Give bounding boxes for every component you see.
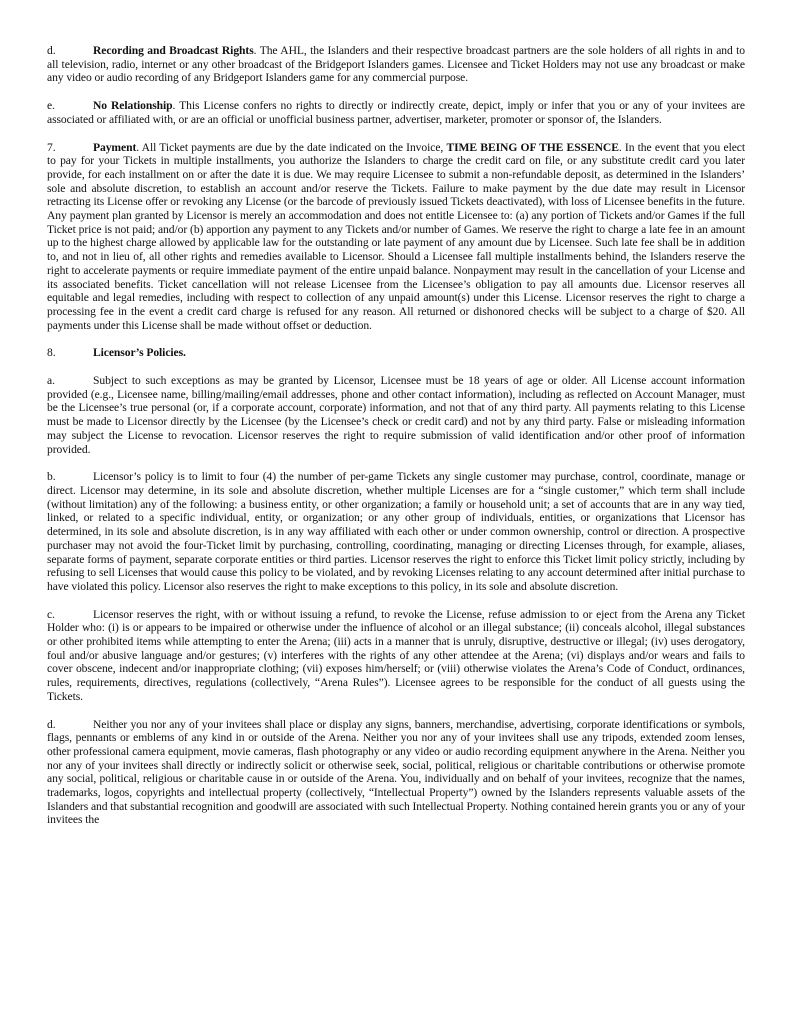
section-8-licensor-policies xyxy=(47,346,745,360)
section-7-payment xyxy=(47,141,745,333)
section-text: . In the event that you elect to pay for your Tickets in multiple installments, you authorize the Islanders to charge the credit card on file, or any substitute credit card you later provide, for each installment on or after the date it is due. We may require Licensee to submit a non-refundable deposit, as determined in the Islanders’ sole and absolute discretion, to establish an account and/or reserve the Tickets. Failure to make payment by the due date may result in Licensor retracting its License offer or revoking any License (or the barcode of previously issued Tickets deactivated), with loss of Licensee benefits in the future. Any payment plan granted by Licensor is merely an accommodation and does not entitle Licensee to: (a) any portion of Tickets and/or Games if the full Ticket price is not paid; and/or (b) apportion any payment to any Tickets and/or number of Games. We reserve the right to charge a late fee in an amount up to the highest charge allowed by applicable law for the outstanding or late payment of any amount due by Licensee. Such late fee shall be in addition to, and not in lieu of, all other rights and remedies available to Licensor. Should a Licensee fall multiple installments behind, the Islanders reserve the right to accelerate payments or require immediate payment of the entire unpaid balance. Nonpayment may result in the cancellation of your License and its associated benefits. Ticket cancellation will not release Licensee from the Licensee’s obligation to pay all amounts due. Licensor reserves all equitable and legal remedies, including with respect to collection of any unpaid amount(s) under this License. Licensor reserves the right to charge a processing fee in the event a credit card charge is refused for any reason. All returned or dishonored checks will be subject to a charge of $20. All payments under this License shall be made without offset or deduction. xyxy=(47,140,745,332)
section-heading: No Relationship xyxy=(93,99,173,113)
section-label: 8. xyxy=(47,346,56,360)
section-text: Licensor’s policy is to limit to four (4) the number of per-game Tickets any single customer may purchase, control, coordinate, manage or direct. Licensor may determine, in its sole and absolute discretion, whether multiple Licenses are for a “single customer,” which term shall include (without limitation) any of the following: a business entity, or other organization; a family or household unit; a set of accounts that are in any way tied, linked, or related to a specific individual, entity, or organization; or any other group of individuals, entities, or organizations that Licensor has determined, in its sole and absolute discretion, is in any way affiliated with each other or under common ownership, control or direction. A prospective purchaser may not avoid the four-Ticket limit by purchasing, controlling, coordinating, managing or directing Licenses through, for example, aliases, separate forms of payment, separate corporate entities or third parties. Licensor reserves the right to enforce this Ticket limit policy strictly, including by refusing to sell Licenses that would cause this policy to be violated, and by revoking Licenses relating to any account determined after initial purchase to have violated this policy. Licensor also reserves the right to make exceptions to this policy, in its sole and absolute discretion. xyxy=(47,470,745,593)
section-label: c. xyxy=(47,607,55,621)
section-8a-age-and-info xyxy=(47,374,745,456)
section-text: Subject to such exceptions as may be granted by Licensor, Licensee must be 18 years of age or older. All License account information provided (e.g., Licensee name, billing/mailing/email addresses, phone and other contact information), including as reflected on Account Manager, must be the Licensee’s true personal (or, if a corporate account, corporate) information, and not that of any third party. All payments relating to this License must be made to Licensor directly by the Licensee (by the Licensee’s check or credit card) and not by any third party. False or misleading information may subject the License to revocation. Licensor reserves the right to require submission of valid identification and/or other proof of information provided. xyxy=(47,374,745,456)
section-emphasis: TIME BEING OF THE ESSENCE xyxy=(446,140,619,154)
section-text: Neither you nor any of your invitees shall place or display any signs, banners, merchandise, advertising, corporate identifications or symbols, flags, pennants or emblems of any kind in or outside of the Arena. Neither you nor any of your invitees shall use any tripods, extended zoom lenses, other professional camera equipment, movie cameras, flash photography or any video or audio recording equipment anywhere in the Arena. Neither you nor any of your invitees shall directly or indirectly solicit or otherwise seek, social, political, religious or charitable contributions or otherwise promote any social, political, religious or charitable cause in or outside of the Arena. You, individually and on behalf of your invitees, recognize that the names, trademarks, logos, copyrights and intellectual property (collectively, “Intellectual Property”) owned by the Islanders represents valuable assets of the Islanders and that substantial recognition and goodwill are associated with such Intellectual Property. Nothing contained herein grants you or any of your invitees the xyxy=(47,717,745,827)
section-label: b. xyxy=(47,470,56,484)
section-label: d. xyxy=(47,717,56,731)
section-label: e. xyxy=(47,99,55,113)
section-heading: Payment xyxy=(93,140,137,154)
section-8d-signs-and-ip xyxy=(47,718,745,828)
section-d-recording-rights xyxy=(47,44,745,85)
section-text-before: . All Ticket payments are due by the date indicated on the Invoice, xyxy=(136,140,447,154)
section-label: 7. xyxy=(47,140,56,154)
section-e-no-relationship xyxy=(47,99,745,126)
section-label: d. xyxy=(47,44,56,57)
section-text: Licensor reserves the right, with or without issuing a refund, to revoke the License, refuse admission to or eject from the Arena any Ticket Holder who: (i) is or appears to be impaired or otherwise under the influence of alcohol or an illegal substance; (ii) conceals alcohol, illegal substances or other prohibited items while attempting to enter the Arena; (iii) acts in a manner that is unruly, disruptive, destructive or illegal; (iv) uses derogatory, foul and/or abusive language and/or gestures; (v) interferes with the rights of any other attendee at the Arena; (vi) displays and/or wears and fails to cover obscene, indecent and/or inappropriate clothing; (vii) exposes him/herself; or (viii) otherwise violates the Arena’s Code of Conduct, ordinances, rules, requirements, directives, regulations (collectively, “Arena Rules”). Licensee agrees to be responsible for the conduct of all guests using the Tickets. xyxy=(47,607,745,703)
section-text: . The AHL, the Islanders and their respective broadcast partners are the sole holders of all rights in and to all television, radio, internet or any other broadcast of the Bridgeport Islanders games. Licensee and Ticket Holders may not use any broadcast or make any video or audio recording of any Bridgeport Islanders game for any commercial purpose. xyxy=(47,44,746,85)
section-label: a. xyxy=(47,374,55,388)
document-page xyxy=(47,44,745,841)
section-heading: Recording and Broadcast Rights xyxy=(93,44,254,57)
section-8c-revocation xyxy=(47,608,745,704)
section-heading: Licensor’s Policies. xyxy=(93,346,186,360)
section-8b-ticket-limit xyxy=(47,470,745,593)
section-text: . This License confers no rights to directly or indirectly create, depict, imply or infer that you or any of your invitees are associated or affiliated with, or are an official or unofficial business partner, advertiser, marketer, promoter or sponsor of, the Islanders. xyxy=(47,99,745,126)
